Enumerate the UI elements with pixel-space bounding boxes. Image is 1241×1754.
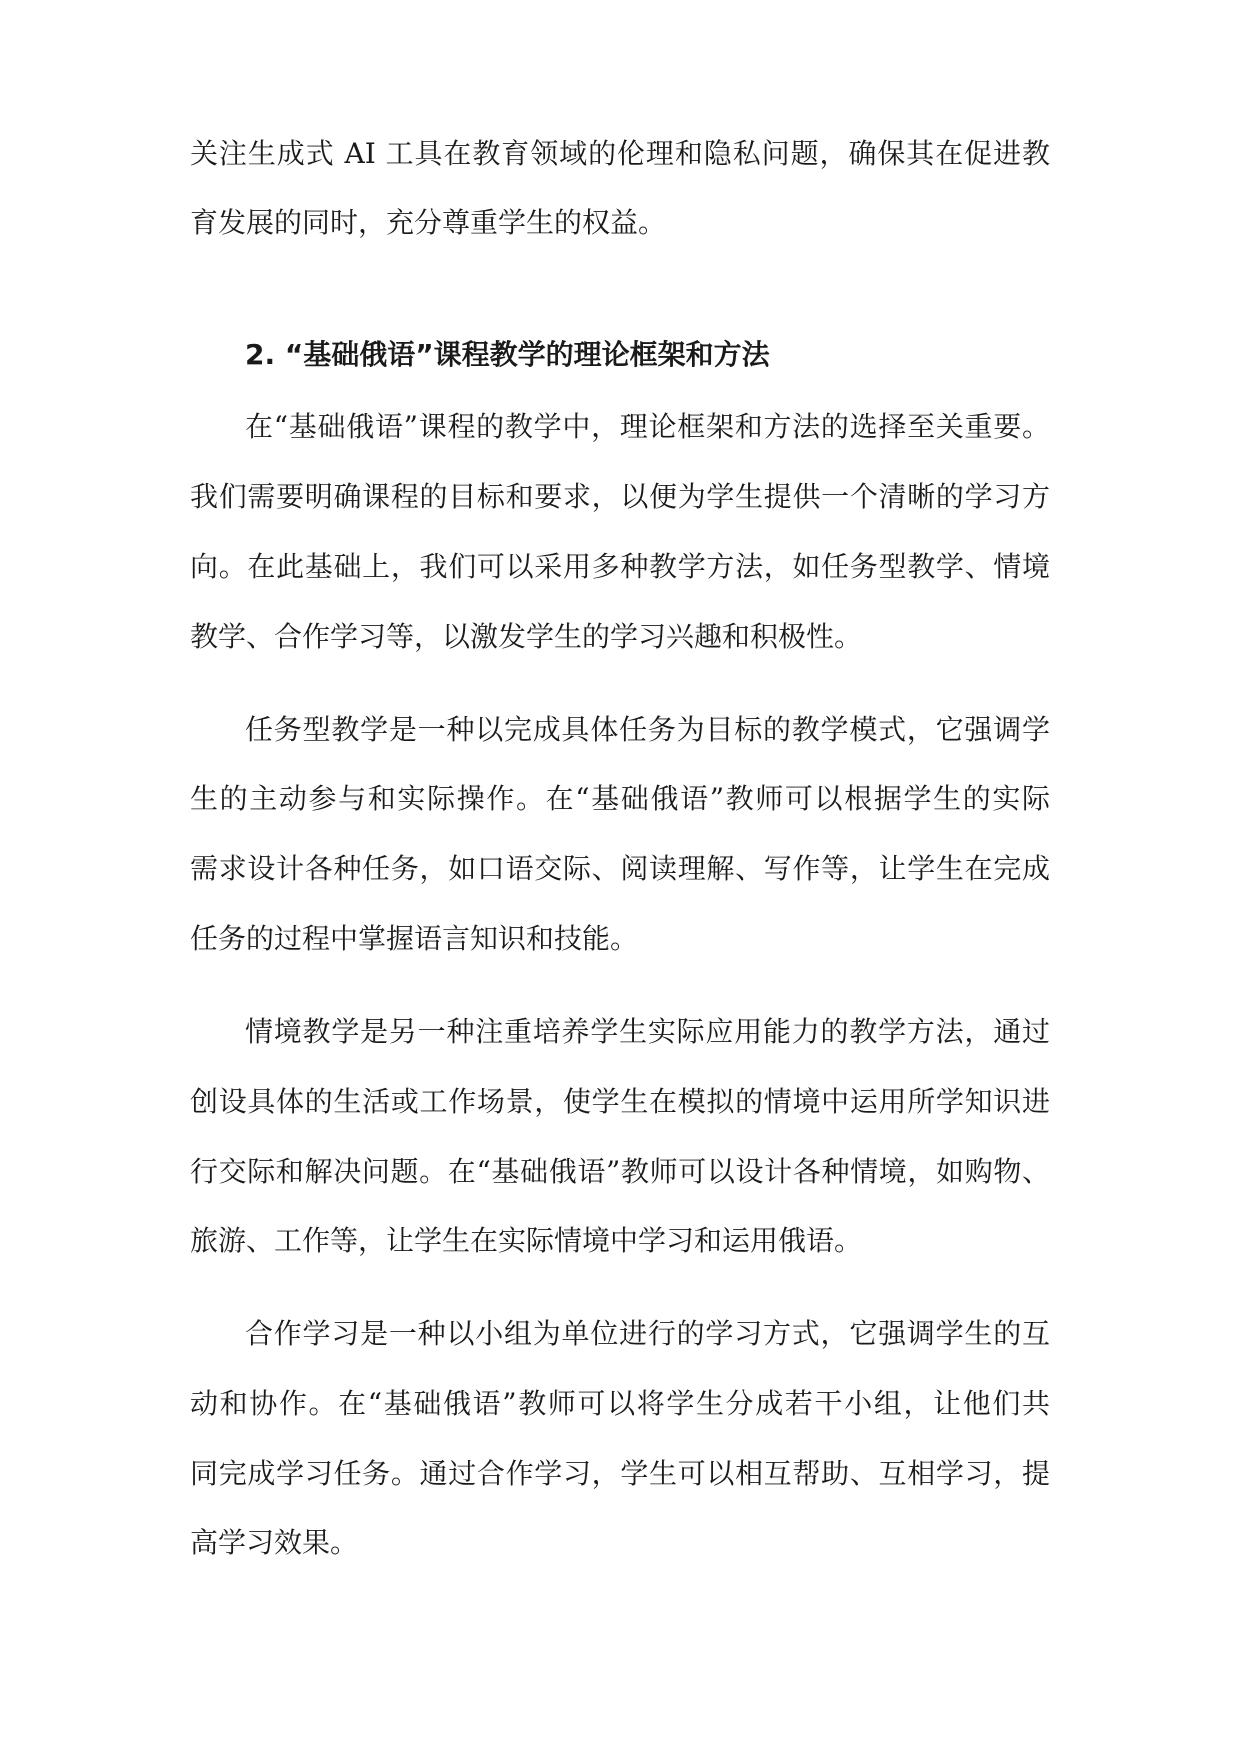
paragraph-line: 创设具体的生活或工作场景，使学生在模拟的情境中运用所学知识进 <box>190 1085 1050 1118</box>
paragraph-line: 我们需要明确课程的目标和要求，以便为学生提供一个清晰的学习方 <box>190 480 1050 513</box>
paragraph-line: 育发展的同时，充分尊重学生的权益。 <box>190 206 667 239</box>
paragraph-line: 任务的过程中掌握语言知识和技能。 <box>190 922 639 955</box>
paragraph-line: 合作学习是一种以小组为单位进行的学习方式，它强调学生的互 <box>245 1317 1050 1350</box>
paragraph-line: 行交际和解决问题。在“基础俄语”教师可以设计各种情境，如购物、 <box>190 1155 1050 1188</box>
paragraph-line: 情境教学是另一种注重培养学生实际应用能力的教学方法，通过 <box>245 1015 1050 1048</box>
paragraph-line: 高学习效果。 <box>190 1526 359 1559</box>
paragraph-line: 同完成学习任务。通过合作学习，学生可以相互帮助、互相学习，提 <box>190 1457 1050 1490</box>
paragraph-line: 在“基础俄语”课程的教学中，理论框架和方法的选择至关重要。 <box>245 410 1050 443</box>
paragraph-line: 旅游、工作等，让学生在实际情境中学习和运用俄语。 <box>190 1224 863 1257</box>
paragraph-line: 生的主动参与和实际操作。在“基础俄语”教师可以根据学生的实际 <box>190 782 1050 815</box>
paragraph-line: 需求设计各种任务，如口语交际、阅读理解、写作等，让学生在完成 <box>190 852 1050 885</box>
paragraph-line: 向。在此基础上，我们可以采用多种教学方法，如任务型教学、情境 <box>190 550 1050 583</box>
paragraph-line: 任务型教学是一种以完成具体任务为目标的教学模式，它强调学 <box>245 713 1050 746</box>
paragraph-line: 教学、合作学习等，以激发学生的学习兴趣和积极性。 <box>190 620 863 653</box>
paragraph-line: 关注生成式 AI 工具在教育领域的伦理和隐私问题，确保其在促进教 <box>190 137 1050 170</box>
paragraph-line: 动和协作。在“基础俄语”教师可以将学生分成若干小组，让他们共 <box>190 1387 1050 1420</box>
section-heading: 2. “基础俄语”课程教学的理论框架和方法 <box>245 338 770 371</box>
